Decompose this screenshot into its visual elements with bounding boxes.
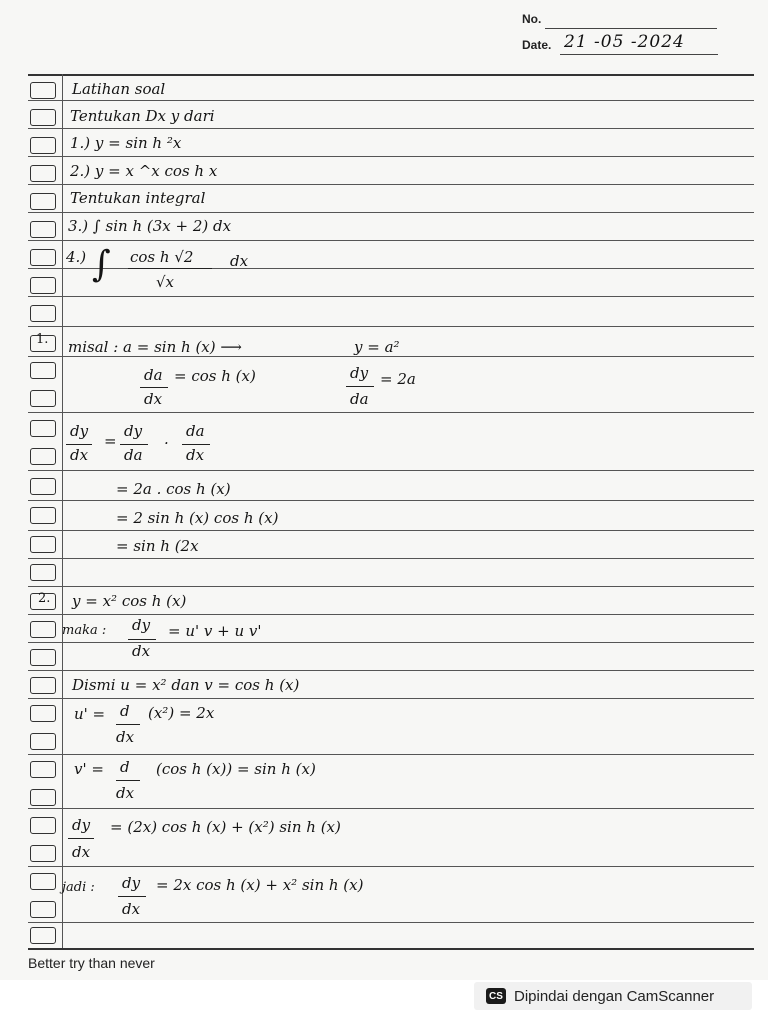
row-checkbox bbox=[30, 677, 56, 694]
rule-line bbox=[28, 326, 754, 327]
u-prime-label: u' = bbox=[74, 705, 106, 723]
row-checkbox bbox=[30, 901, 56, 918]
chain-dy2: dy bbox=[124, 422, 143, 440]
chain-equals: = bbox=[104, 432, 117, 450]
rule-line bbox=[28, 586, 754, 587]
final-expression: = 2x cos h (x) + x² sin h (x) bbox=[156, 876, 364, 894]
row-checkbox bbox=[30, 249, 56, 266]
question-4-label: 4.) bbox=[66, 248, 87, 266]
row-checkbox bbox=[30, 733, 56, 750]
rule-line bbox=[28, 156, 754, 157]
da-dx-value: = cos h (x) bbox=[174, 367, 256, 385]
camscanner-icon: CS bbox=[486, 988, 506, 1004]
v-prime-value: (cos h (x)) = sin h (x) bbox=[156, 760, 316, 778]
fraction-bar bbox=[120, 444, 148, 445]
v-prime-label: v' = bbox=[74, 760, 104, 778]
chain-dx2: dx bbox=[186, 446, 205, 464]
date-line bbox=[560, 54, 718, 55]
fraction-bar bbox=[116, 780, 140, 781]
rule-line bbox=[28, 754, 754, 755]
rule-line bbox=[28, 212, 754, 213]
row-checkbox bbox=[30, 221, 56, 238]
result-dy: dy bbox=[72, 816, 91, 834]
fraction-bar bbox=[128, 268, 212, 269]
chain-da: da bbox=[124, 446, 143, 464]
fraction-bar bbox=[140, 387, 168, 388]
dismi-line: Dismi u = x² dan v = cos h (x) bbox=[72, 676, 300, 694]
u-prime-d: d bbox=[120, 702, 130, 720]
row-checkbox bbox=[30, 305, 56, 322]
bottom-rule bbox=[28, 948, 754, 950]
v-prime-dx: dx bbox=[116, 784, 135, 802]
question-4-denominator: √x bbox=[156, 273, 175, 291]
date-value: 21 -05 -2024 bbox=[564, 32, 685, 52]
question-1: 1.) y = sin h ²x bbox=[70, 134, 182, 152]
fraction-bar bbox=[116, 724, 140, 725]
row-checkbox bbox=[30, 817, 56, 834]
fraction-da: da bbox=[350, 390, 369, 408]
margin-line bbox=[62, 74, 63, 948]
row-checkbox bbox=[30, 193, 56, 210]
question-4-dx: dx bbox=[230, 252, 249, 270]
row-checkbox bbox=[30, 873, 56, 890]
instruction-integral: Tentukan integral bbox=[70, 189, 206, 207]
dy-da-value: = 2a bbox=[380, 370, 416, 388]
rule-line bbox=[28, 670, 754, 671]
row-checkbox bbox=[30, 448, 56, 465]
rule-line bbox=[28, 470, 754, 471]
fraction-dy: dy bbox=[350, 364, 369, 382]
chain-dy: dy bbox=[70, 422, 89, 440]
rule-line bbox=[28, 614, 754, 615]
rule-line bbox=[28, 558, 754, 559]
camscanner-text: Dipindai dengan CamScanner bbox=[514, 987, 715, 1005]
solution-2-label: 2. bbox=[38, 591, 51, 606]
row-checkbox bbox=[30, 536, 56, 553]
u-prime-value: (x²) = 2x bbox=[148, 704, 215, 722]
row-checkbox bbox=[30, 109, 56, 126]
row-checkbox bbox=[30, 507, 56, 524]
row-checkbox bbox=[30, 137, 56, 154]
maka-label: maka : bbox=[62, 623, 107, 638]
row-checkbox bbox=[30, 390, 56, 407]
camscanner-watermark bbox=[474, 982, 752, 1010]
fraction-dx: dx bbox=[144, 390, 163, 408]
maka-dy: dy bbox=[132, 616, 151, 634]
rule-line bbox=[28, 922, 754, 923]
solution-1-step-1: = 2a . cos h (x) bbox=[116, 480, 231, 498]
fraction-bar bbox=[182, 444, 210, 445]
integral-sign: ∫ bbox=[92, 244, 111, 285]
rule-line bbox=[28, 530, 754, 531]
row-checkbox bbox=[30, 362, 56, 379]
rule-line bbox=[28, 500, 754, 501]
solution-2-function: y = x² cos h (x) bbox=[72, 592, 187, 610]
fraction-da: da bbox=[144, 366, 163, 384]
instruction-derivative: Tentukan Dx y dari bbox=[70, 107, 215, 125]
solution-1-label: 1. bbox=[36, 332, 49, 347]
row-checkbox bbox=[30, 845, 56, 862]
solution-1-step-2: = 2 sin h (x) cos h (x) bbox=[116, 509, 279, 527]
rule-line bbox=[28, 356, 754, 357]
fraction-bar bbox=[128, 639, 156, 640]
row-checkbox bbox=[30, 82, 56, 99]
jadi-label: jadi : bbox=[62, 880, 95, 895]
row-checkbox bbox=[30, 277, 56, 294]
rule-line bbox=[28, 100, 754, 101]
date-label: Date. bbox=[522, 38, 552, 52]
row-checkbox bbox=[30, 478, 56, 495]
row-checkbox bbox=[30, 420, 56, 437]
rule-line bbox=[28, 866, 754, 867]
exercise-title: Latihan soal bbox=[72, 80, 166, 98]
solution-1-substitution: misal : a = sin h (x) ⟶ bbox=[68, 338, 242, 356]
chain-dx: dx bbox=[70, 446, 89, 464]
no-label: No. bbox=[522, 12, 542, 26]
row-checkbox bbox=[30, 621, 56, 638]
question-2: 2.) y = x ^x cos h x bbox=[70, 162, 218, 180]
fraction-bar bbox=[68, 838, 94, 839]
rule-line bbox=[28, 698, 754, 699]
product-rule: = u' v + u v' bbox=[168, 622, 262, 640]
rule-line bbox=[28, 808, 754, 809]
row-checkbox bbox=[30, 705, 56, 722]
row-checkbox bbox=[30, 564, 56, 581]
row-checkbox bbox=[30, 165, 56, 182]
no-line bbox=[545, 28, 717, 29]
fraction-bar bbox=[118, 896, 146, 897]
question-3: 3.) ∫ sin h (3x + 2) dx bbox=[68, 217, 232, 235]
rule-line bbox=[28, 128, 754, 129]
row-checkbox bbox=[30, 927, 56, 944]
row-checkbox bbox=[30, 761, 56, 778]
solution-1-y-equals: y = a² bbox=[354, 338, 400, 356]
v-prime-d: d bbox=[120, 758, 130, 776]
row-checkbox bbox=[30, 649, 56, 666]
rule-line bbox=[28, 412, 754, 413]
question-4-numerator: cos h √2 bbox=[130, 248, 194, 266]
rule-line bbox=[28, 296, 754, 297]
fraction-bar bbox=[66, 444, 92, 445]
top-rule bbox=[28, 74, 754, 76]
result-dx: dx bbox=[72, 843, 91, 861]
rule-line bbox=[28, 184, 754, 185]
result-expression: = (2x) cos h (x) + (x²) sin h (x) bbox=[110, 818, 341, 836]
maka-dx: dx bbox=[132, 642, 151, 660]
chain-dot: . bbox=[164, 430, 169, 448]
rule-line bbox=[28, 240, 754, 241]
final-dx: dx bbox=[122, 900, 141, 918]
chain-da2: da bbox=[186, 422, 205, 440]
motto: Better try than never bbox=[28, 955, 155, 971]
final-dy: dy bbox=[122, 874, 141, 892]
row-checkbox bbox=[30, 789, 56, 806]
solution-1-step-3: = sin h (2x bbox=[116, 537, 199, 555]
fraction-bar bbox=[346, 386, 374, 387]
u-prime-dx: dx bbox=[116, 728, 135, 746]
